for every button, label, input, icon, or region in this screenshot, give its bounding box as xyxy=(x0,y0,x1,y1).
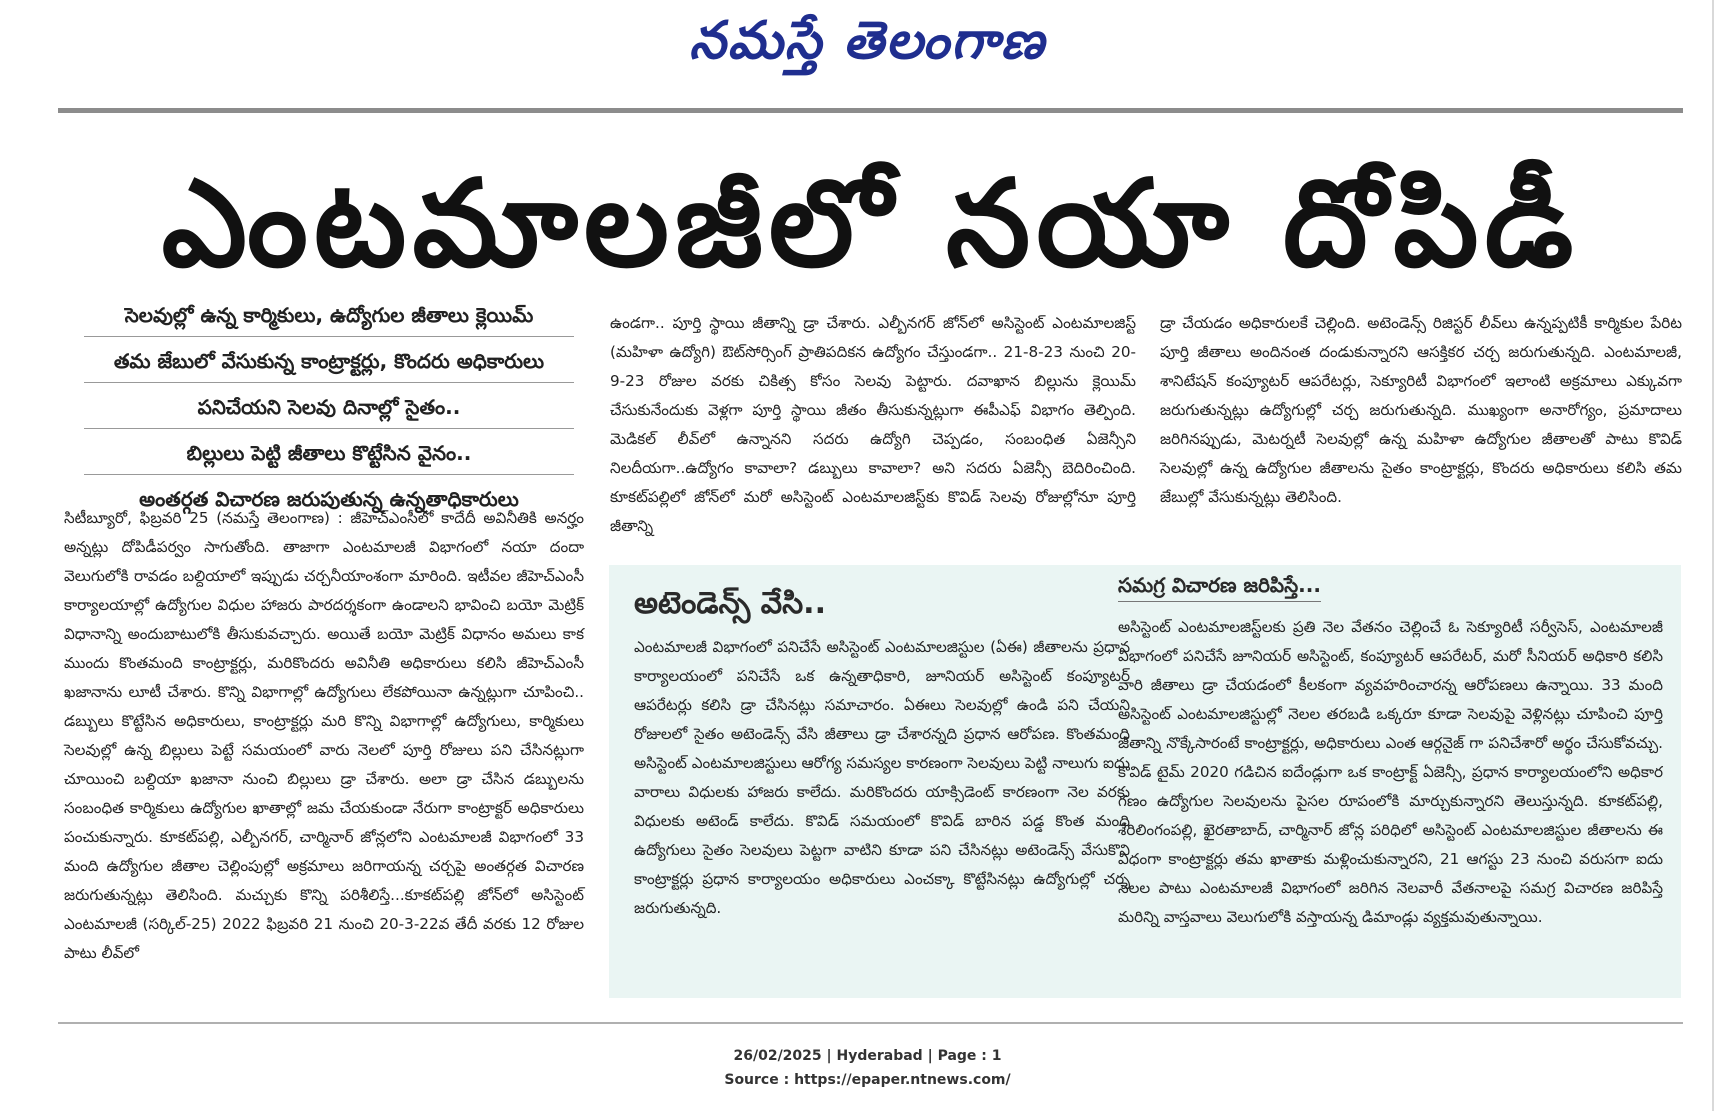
masthead-logo: నమస్తే తెలంగాణ xyxy=(689,10,1046,71)
bottom-rule xyxy=(58,1022,1683,1024)
box2-text xyxy=(1118,613,1663,932)
footer-date-page: 26/02/2025 | Hyderabad | Page : 1 xyxy=(733,1048,1002,1064)
box1-text xyxy=(634,633,1130,923)
article-column-2-text: ఉండగా.. పూర్తి స్థాయి జీతాన్ని డ్రా చేశారు. ఎల్బీనగర్ జోన్‌లో అసిస్టెంట్ ఎంటమాలజిస్ట్ (మహిళా ఉద్యోగి) ఔట్‌సోర్సింగ్ ప్రాతిపదికన ఉద్యోగం చేస్తుండగా.. 21-8-23 నుంచి 20-9-23 రోజుల వరకు చికిత్స కోసం సెలవు పెట్టారు. దవాఖాన బిల్లును క్లెయిమ్ చేసుకునేందుకు వెళ్లగా పూర్తి స్థాయి జీతం తీసుకున్నట్లుగా ఈపీఎఫ్ విభాగం తెల్పింది. మెడికల్ లీవ్‌లో ఉన్నానని సదరు ఉద్యోగి చెప్పడం, సంబంధిత ఏజెన్సీని నిలదీయగా..ఉద్యోగం కావాలా? డబ్బులు కావాలా? అని సదరు ఏజెన్సీ బెదిరించింది. కూకట్‌పల్లిలో జోన్‌లో మరో అసిస్టెంట్ ఎంటమాలజిస్ట్‌కు కొవిడ్ సెలవు రోజుల్లోనూ పూర్తి జీతాన్ని xyxy=(610,314,1136,535)
box2-paragraph: అసిస్టెంట్ ఎంటమాలజిస్ట్‌లకు ప్రతి నెల వేతనం చెల్లించే ఓ సెక్యూరిటీ సర్వీసెస్, ఎంటమాలజీ విభాగంలో పనిచేసే జూనియర్ అసిస్టెంట్, కంప్యూటర్ ఆపరేటర్, మరో సీనియర్ అధికారి కలిసి వారి జీతాలు డ్రా చేయడంలో కీలకంగా వ్యవహరించారన్న ఆరోపణలు ఉన్నాయి. 33 మంది అసిస్టెంట్ ఎంటమాలజిస్టుల్లో నెలల తరబడి ఒక్కరూ కూడా సెలవుపై వెళ్లినట్లు చూపించి పూర్తి జీతాన్ని నొక్కేసారంటే కాంట్రాక్టర్లు, అధికారులు ఎంత ఆర్గనైజ్ గా పనిచేశారో అర్థం చేసుకోవచ్చు. కొవిడ్ టైమ్ 2020 గడిచిన ఐదేండ్లుగా ఒక కాంట్రాక్ట్ ఏజెన్సీ, ప్రధాన కార్యాలయంలోని అధికార గణం ఉద్యోగుల సెలవులను పైసల రూపంలోకి మార్చుకున్నారని తెలుస్తున్నది. కూకట్‌పల్లి, శేరిలింగంపల్లి, ఖైరతాబాద్, చార్మినార్ జోన్ల పరిధిలో అసిస్టెంట్ ఎంటమాలజిస్టుల జీతాలను ఈ విధంగా కాంట్రాక్టర్లు తమ ఖాతాకు మళ్లించుకున్నారని, 21 ఆగస్టు 23 నుంచి వరుసగా ఐదు నెలల పాటు ఎంటమాలజీ విభాగంలో జరిగిన నెలవారీ వేతనాలపై సమగ్ర విచారణ జరిపిస్తే మరిన్ని వాస్తవాలు వెలుగులోకి వస్తాయన్న డిమాండ్లు వ్యక్తమవుతున్నాయి. xyxy=(1118,618,1663,926)
article-column-3-text: డ్రా చేయడం అధికారులకే చెల్లింది. అటెండెన్స్ రిజిస్టర్ లీవ్‌లు ఉన్నప్పటికీ కార్మికుల పేరిట పూర్తి జీతాలు అందినంత దండుకున్నారని ఆసక్తికర చర్చ జరుగుతున్నది. ఎంటమాలజీ, శానిటేషన్ కంప్యూటర్ ఆపరేటర్లు, సెక్యూరిటీ విభాగంలో ఇలాంటి అక్రమాలు ఎక్కువగా జరుగుతున్నట్లు ఉద్యోగుల్లో చర్చ జరుగుతున్నది. ముఖ్యంగా అనారోగ్యం, ప్రమాదాలు జరిగినప్పుడు, మెటర్నటీ సెలవుల్లో ఉన్న మహిళా ఉద్యోగుల జీతాలతో పాటు కొవిడ్ సెలవుల్లో ఉన్న ఉద్యోగుల జీతాలను సైతం కాంట్రాక్టర్లు, కొందరు అధికారులు కలిసి తమ జేబుల్లో వేసుకున్నట్లు తెలిసింది. xyxy=(1160,314,1682,506)
article-column-1 xyxy=(64,504,584,968)
subhead-5: అంతర్గత విచారణ జరుపుతున్న ఉన్నతాధికారులు xyxy=(139,487,519,511)
article-column-2 xyxy=(610,309,1136,541)
page-edge-line xyxy=(1712,0,1714,1111)
subhead-3: పనిచేయని సెలవు దినాల్లో సైతం.. xyxy=(84,394,574,429)
article-column-3 xyxy=(1160,309,1682,512)
box2-heading: సమగ్ర విచారణ జరిపిస్తే... xyxy=(1118,571,1321,602)
box1-paragraph: ఎంటమాలజీ విభాగంలో పనిచేసే అసిస్టెంట్ ఎంటమాలజిస్టుల (ఏఈ) జీతాలను ప్రధాన కార్యాలయంలో పనిచేసే ఒక ఉన్నతాధికారి, జూనియర్ అసిస్టెంట్ కంప్యూటర్ ఆపరేటర్లు కలిసి డ్రా చేసినట్లు సమాచారం. ఏఈలు సెలవుల్లో ఉండి పని చేయని రోజులలో సైతం అటెండెన్స్ వేసి జీతాలు డ్రా చేశారన్నది ప్రధాన ఆరోపణ. కొంతమంది అసిస్టెంట్ ఎంటమాలజిస్టులు ఆరోగ్య సమస్యల కారణంగా సెలవులు పెట్టి నాలుగు ఐదు వారాలు విధులకు హాజరు కాలేదు. మరికొందరు యాక్సిడెంట్ కారణంగా నెల వరకు విధులకు అటెండ్ కాలేదు. కొవిడ్ సమయంలో కొవిడ్ బారిన పడ్డ కొంత మంది ఉద్యోగులు సైతం సెలవులు పెట్టగా వాటిని కూడా పని చేసినట్లు అటెండెన్స్ వేసుకొని కాంట్రాక్టర్లు ప్రధాన కార్యాలయం అధికారులు ఎంచక్కా కొట్టేసినట్లు ఉద్యోగుల్లో చర్చ జరుగుతున్నది. xyxy=(634,638,1130,917)
box1-heading: అటెండెన్స్ వేసి.. xyxy=(634,586,826,621)
subhead-4: బిల్లులు పెట్టి జీతాలు కొట్టేసిన వైనం.. xyxy=(84,440,574,475)
subheads xyxy=(84,302,574,523)
article-column-1-text: సిటీబ్యూరో, ఫిబ్రవరి 25 (నమస్తే తెలంగాణ) : జీహెచ్‌ఎంసీలో కాదేదీ అవినీతికి అనర్హం అన్నట్లు దోపిడీపర్వం సాగుతోంది. తాజాగా ఎంటమాలజీ విభాగంలో నయా దందా వెలుగులోకి రావడం బల్దియాలో ఇప్పుడు చర్చనీయాంశంగా మారింది. ఇటీవల జీహెచ్‌ఎంసీ కార్యాలయాల్లో ఉద్యోగుల విధుల హాజరు పారదర్శకంగా ఉండాలని భావించి బయో మెట్రిక్ విధానాన్ని అందుబాటులోకి తీసుకువచ్చారు. అయితే బయో మెట్రిక్ విధానం అమలు కాక ముందు కొంతమంది కాంట్రాక్టర్లు, మరికొందరు అవినీతి అధికారులు కలిసి జీహెచ్‌ఎంసీ ఖజానాను లూటీ చేశారు. కొన్ని విభాగాల్లో ఉద్యోగులు లేకపోయినా ఉన్నట్లుగా చూపించి.. డబ్బులు కొట్టేసిన అధికారులు, కాంట్రాక్టర్లు మరి కొన్ని విభాగాల్లో ఉద్యోగులు, కార్మికులు సెలవుల్లో ఉన్న బిల్లులు పెట్టే సమయంలో వారు నెలలో పూర్తి రోజులు పని చేసినట్లుగా చూయించి బల్దియా ఖజానా నుంచి బిల్లులు డ్రా చేశారు. అలా డ్రా చేసిన డబ్బులను సంబంధిత కార్మికులు ఉద్యోగుల ఖాతాల్లో జమ చేయకుండా నేరుగా కాంట్రాక్టర్ అధికారులు పంచుకున్నారు. కూకట్‌పల్లి, ఎల్బీనగర్, చార్మినార్ జోన్లలోని ఎంటమాలజీ విభాగంలో 33 మంది ఉద్యోగుల జీతాల చెల్లింపుల్లో అక్రమాలు జరిగాయన్న చర్చపై అంతర్గత విచారణ జరుగుతున్నట్లు తెలిసింది. మచ్చుకు కొన్ని పరిశీలిస్తే...కూకట్‌పల్లి జోన్‌లో అసిస్టెంట్ ఎంటమాలజీ (సర్కిల్-25) 2022 ఫిబ్రవరి 21 నుంచి 20-3-22వ తేదీ వరకు 12 రోజుల పాటు లీవ్‌లో xyxy=(64,509,584,962)
footer-source: Source : https://epaper.ntnews.com/ xyxy=(724,1072,1011,1088)
top-rule xyxy=(58,108,1683,113)
subhead-1: సెలవుల్లో ఉన్న కార్మికులు, ఉద్యోగుల జీతాలు క్లెయిమ్ xyxy=(84,302,574,337)
headline: ఎంటమాలజీలో నయా దోపిడీ xyxy=(161,155,1580,294)
subhead-2: తమ జేబులో వేసుకున్న కాంట్రాక్టర్లు, కొందరు అధికారులు xyxy=(84,348,574,383)
